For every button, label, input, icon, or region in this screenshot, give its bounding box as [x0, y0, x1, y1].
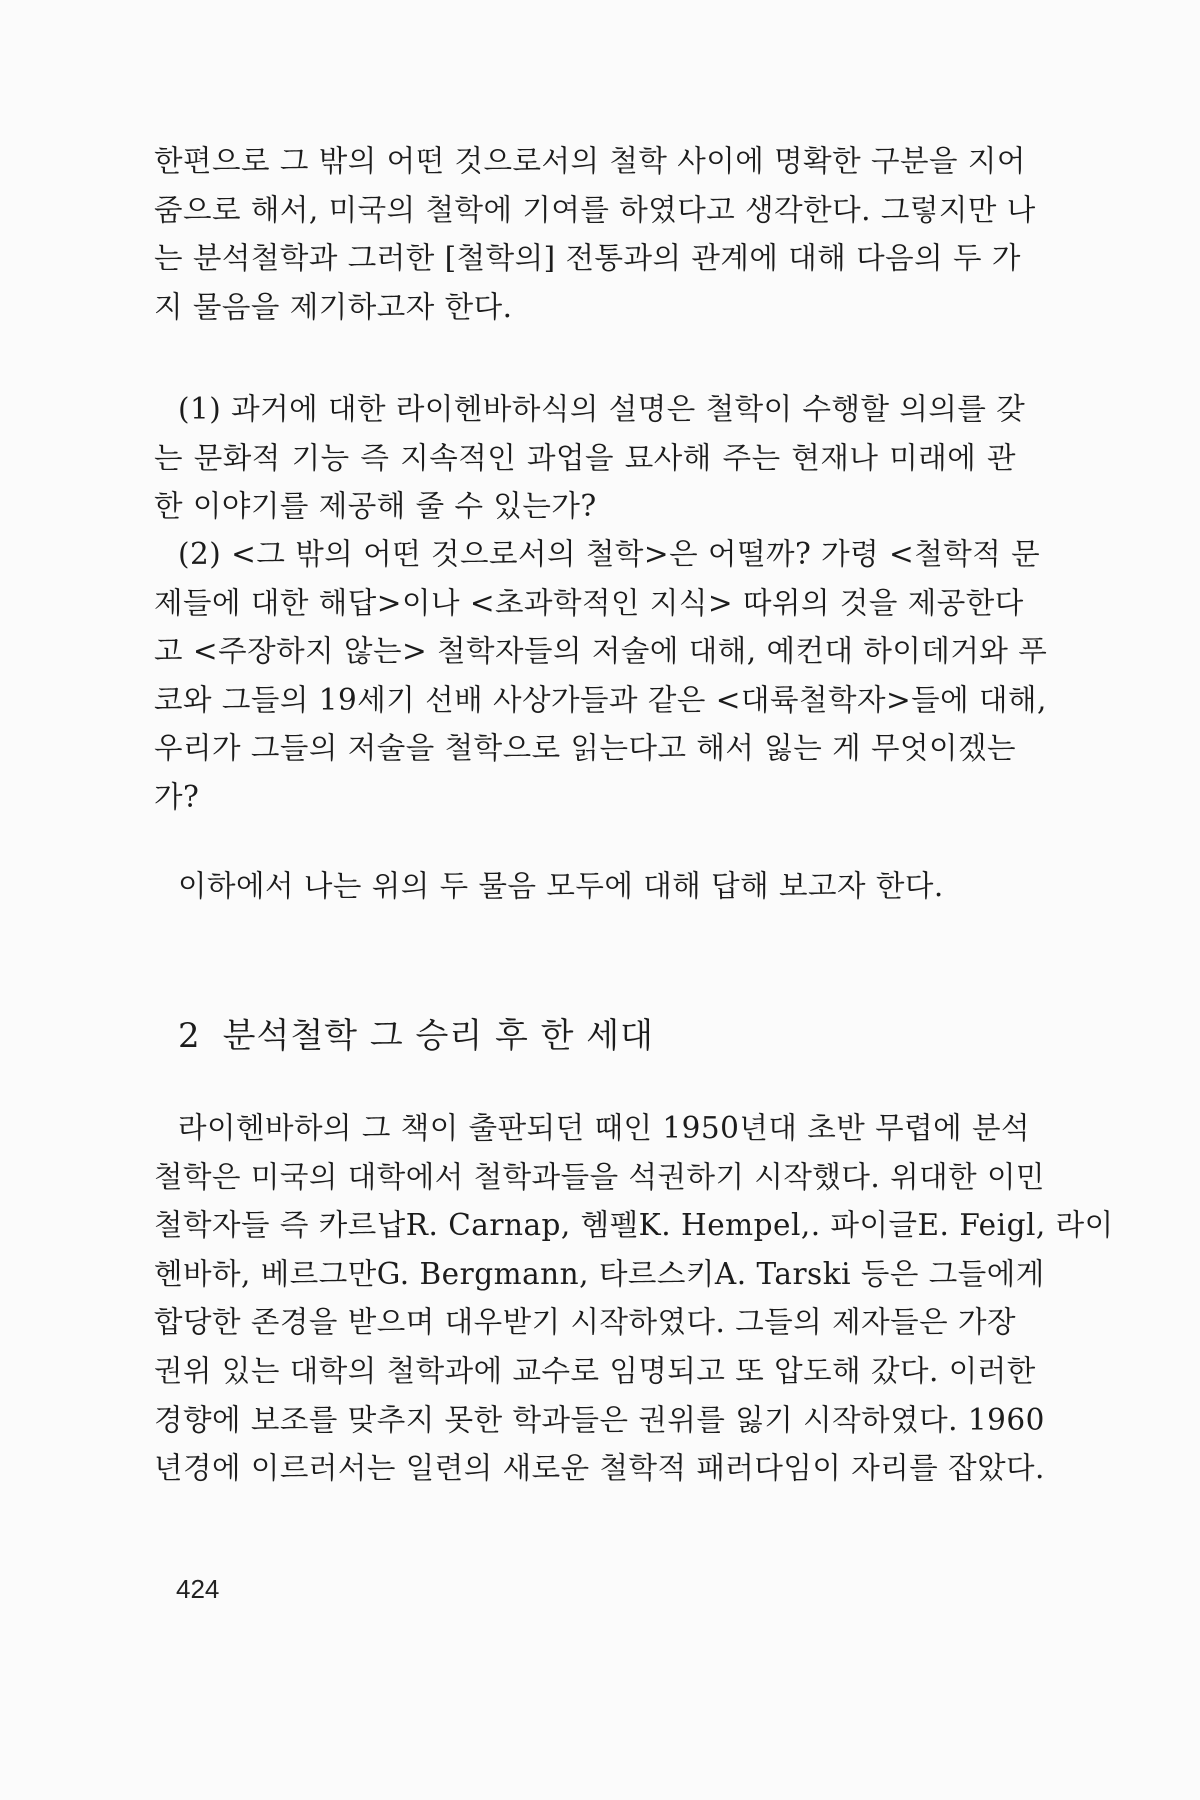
text-line: 라이헨바하의 그 책이 출판되던 때인 1950년대 초반 무렵에 분석 — [178, 1111, 1031, 1145]
text-line: 는 분석철학과 그러한 [철학의] 전통과의 관계에 대해 다음의 두 가 — [154, 241, 1021, 276]
text-line: 한편으로 그 밖의 어떤 것으로서의 철학 사이에 명확한 구분을 지어 — [154, 144, 1026, 178]
text-line: 철학은 미국의 대학에서 철학과들을 석권하기 시작했다. 위대한 이민 — [154, 1159, 1045, 1194]
text-line: 합당한 존경을 받으며 대우받기 시작하였다. 그들의 제자들은 가장 — [154, 1305, 1016, 1340]
text-line: (2) <그 밖의 어떤 것으로서의 철학>은 어떨까? 가령 <철학적 문 — [178, 537, 1041, 571]
paragraph-section-body — [154, 1104, 1114, 1493]
text-line: 는 문화적 기능 즉 지속적인 과업을 묘사해 주는 현재나 미래에 관 — [154, 440, 1016, 475]
paragraph-question-2 — [154, 530, 1048, 822]
text-line: 경향에 보조를 맞추지 못한 학과들은 권위를 잃기 시작하였다. 1960 — [154, 1402, 1045, 1437]
paragraph-intro — [154, 137, 1036, 331]
section-number: 2 — [178, 1016, 201, 1056]
text-line: (1) 과거에 대한 라이헨바하식의 설명은 철학이 수행할 의의를 갖 — [178, 392, 1026, 426]
text-line: 가? — [154, 779, 200, 814]
text-line: 이하에서 나는 위의 두 물음 모두에 대해 답해 보고자 한다. — [178, 869, 944, 903]
text-line: 지 물음을 제기하고자 한다. — [154, 289, 513, 324]
text-line: 권위 있는 대학의 철학과에 교수로 임명되고 또 압도해 갔다. 이러한 — [154, 1353, 1036, 1388]
paragraph-transition — [178, 862, 1018, 911]
section-title: 분석철학 그 승리 후 한 세대 — [222, 1016, 654, 1056]
text-line: 줌으로 해서, 미국의 철학에 기여를 하였다고 생각한다. 그렇지만 나 — [154, 192, 1036, 227]
text-line: 우리가 그들의 저술을 철학으로 읽는다고 해서 잃는 게 무엇이겠는 — [154, 731, 1016, 766]
text-line: 년경에 이르러서는 일련의 새로운 철학적 패러다임이 자리를 잡았다. — [154, 1451, 1045, 1486]
section-heading — [178, 1013, 654, 1059]
paragraph-question-1 — [154, 385, 1026, 531]
text-line: 헨바하, 베르그만G. Bergmann, 타르스키A. Tarski 등은 그들에게 — [154, 1256, 1045, 1291]
text-line: 한 이야기를 제공해 줄 수 있는가? — [154, 489, 597, 524]
text-line: 철학자들 즉 카르납R. Carnap, 헴펠K. Hempel,. 파이글E. Feigl, 라이 — [154, 1208, 1114, 1243]
text-line: 고 <주장하지 않는> 철학자들의 저술에 대해, 예컨대 하이데거와 푸 — [154, 634, 1048, 669]
text-line: 코와 그들의 19세기 선배 사상가들과 같은 <대륙철학자>들에 대해, — [154, 682, 1047, 717]
text-line: 제들에 대한 해답>이나 <초과학적인 지식> 따위의 것을 제공한다 — [154, 585, 1024, 620]
page-number: 424 — [176, 1574, 220, 1604]
